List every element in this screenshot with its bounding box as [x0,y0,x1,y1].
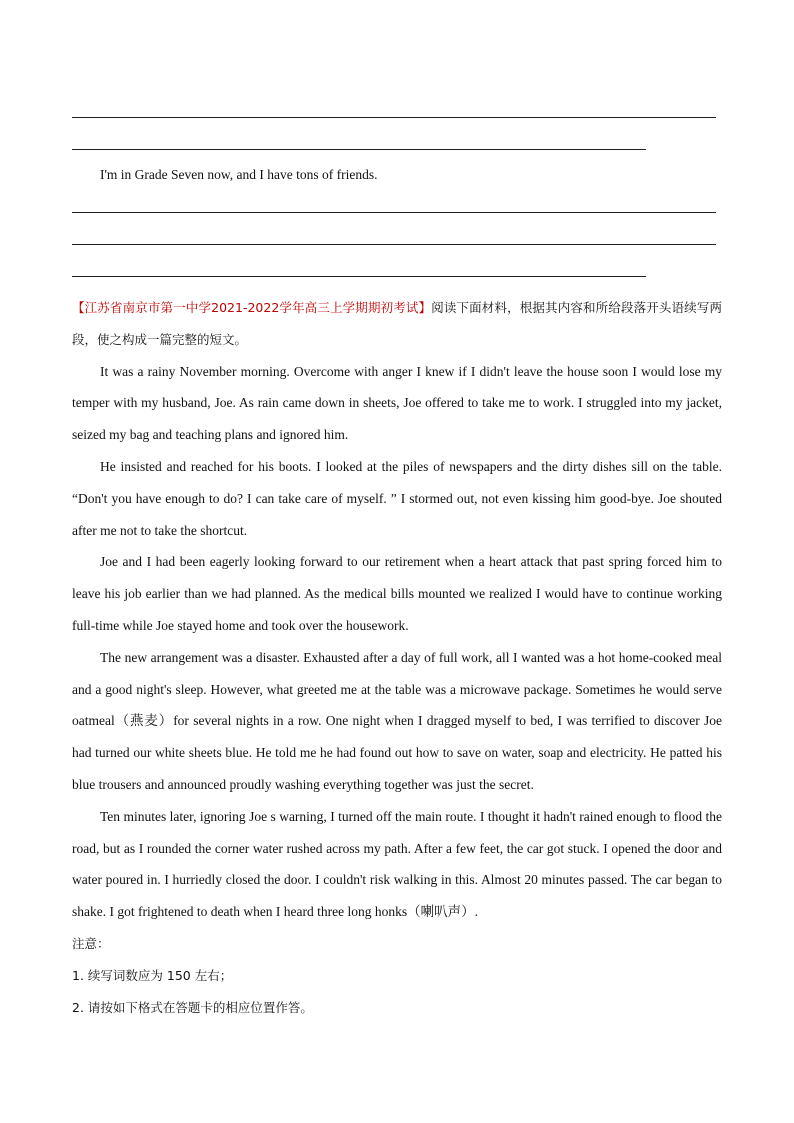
notes-title: 注意： [72,935,110,951]
note-item: 1. 续写词数应为 150 左右； [72,967,233,983]
story-paragraph: The new arrangement was a disaster. Exhausted after a day of full work, all I wanted was a hot home-cooked meal and a good night's sleep. However, what greeted me at the table was a microwave package. Sometimes he would serve oatmeal（燕麦）for several nights in a row. One night when I dragged myself to bed, I was terrified to discover Joe had turned our white sheets blue. He told me he had found out how to save on water, soap and electricity. He patted his blue trousers and announced proudly washing everything together was just the secret. [72,649,722,792]
story-paragraph: Joe and I had been eagerly looking forward to our retirement when a heart attack that past spring forced him to leave his job earlier than we had planned. As the medical bills mounted we realized I would have to continue working full-time while Joe stayed home and took over the housework. [72,554,722,633]
paragraph-opening-sentence: I'm in Grade Seven now, and I have tons of friends. [100,167,378,182]
source-bracket-close: 】 [418,300,432,315]
writing-line [72,117,716,118]
task-instruction: 阅读下面材料，根据其内容和所给段落开头语续写两段，使之构成一篇完整的短文。 [72,300,722,347]
story-paragraph: Ten minutes later, ignoring Joe s warning, I turned off the main route. I thought it hadn't rained enough to flood the road, but as I rounded the corner water rushed across my path. After a few feet, the car got stuck. I opened the door and water poured in. I hurriedly closed the door. I couldn't risk walking in this. Almost 20 minutes passed. The car began to shake. I got frightened to death when I heard three long honks（喇叭声）. [72,808,722,920]
note-item: 2. 请按如下格式在答题卡的相应位置作答。 [72,999,313,1015]
task-heading [72,292,722,356]
exam-source: 江苏省南京市第一中学2021-2022学年高三上学期期初考试 [84,300,419,315]
source-bracket-open: 【 [72,300,85,315]
writing-line [72,149,646,150]
writing-line [72,244,716,245]
writing-line [72,212,716,213]
question-content [72,292,722,1023]
story-paragraph: It was a rainy November morning. Overcome with anger I knew if I didn't leave the house soon I would lose my temper with my husband, Joe. As rain came down in sheets, Joe offered to take me to work. I struggled into my jacket, seized my bag and teaching plans and ignored him. [72,363,722,443]
writing-line [72,276,646,277]
story-paragraph: He insisted and reached for his boots. I looked at the piles of newspapers and the dirty dishes sill on the table. “Don't you have enough to do? I can take care of myself. ” I stormed out, not even kissing him good-bye. Joe shouted after me not to take the shortcut. [72,458,722,538]
